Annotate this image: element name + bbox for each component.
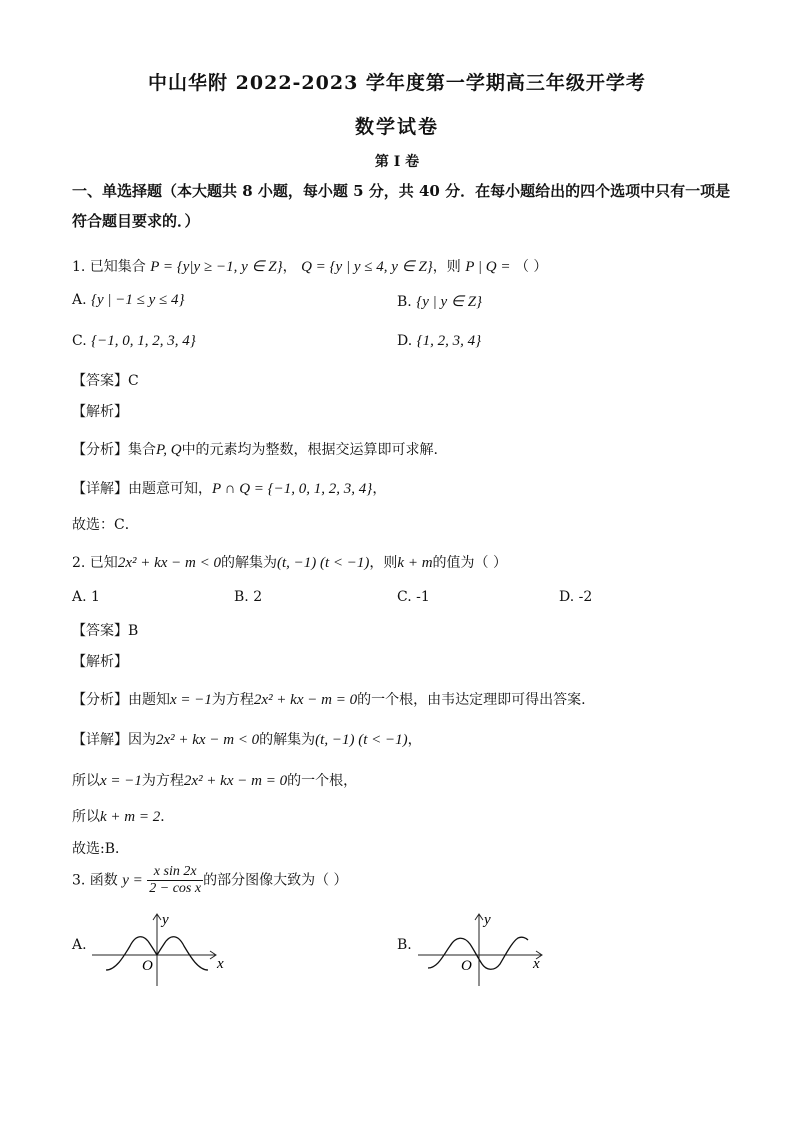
q1-jiexi	[72, 401, 128, 421]
q3-fraction	[147, 864, 203, 897]
q3-tail: 的部分图像大致为（ ）	[203, 872, 348, 889]
question-3	[72, 864, 348, 897]
q1-set-p: P = {y|y ≥ −1, y ∈ Z}	[150, 259, 283, 275]
q3-option-a-label: A.	[72, 937, 87, 953]
fenxi-math: P, Q	[156, 442, 182, 458]
q2-option-c	[397, 589, 430, 605]
option-text: -1	[416, 589, 430, 605]
line2-text-b: 为方程	[141, 773, 184, 789]
q3-graph-a	[88, 908, 238, 988]
line2-text-a: 所以	[72, 773, 100, 789]
q2-option-b	[234, 589, 262, 605]
q2-option-d	[559, 589, 592, 605]
q1-option-d	[397, 333, 481, 350]
option-text: {y | y ∈ Z}	[416, 294, 483, 310]
xiangjie-text-a: 由题意可知，	[128, 481, 212, 497]
option-label: A.	[72, 292, 87, 308]
q1-number: 1. 已知集合	[72, 259, 146, 275]
fenxi-text-a: 由题知	[128, 692, 170, 708]
fenxi-text-b: 为方程	[211, 692, 254, 708]
line2-text-c: 的一个根，	[287, 773, 358, 789]
fenxi-text-b: 中的元素均为整数，根据交运算即可求解.	[181, 442, 439, 458]
y-axis-label: y	[162, 912, 169, 928]
q1-xiangjie	[72, 478, 386, 498]
q1-sep: ，	[282, 259, 297, 275]
line2-math-1: x = −1	[100, 773, 142, 789]
x-axis-label: x	[533, 956, 540, 972]
xiangjie-label: 【详解】	[72, 481, 128, 497]
option-text: {y | −1 ≤ y ≤ 4}	[91, 292, 185, 308]
q1-guxuan: 故选：C．	[72, 517, 139, 533]
answer-value: C	[128, 373, 139, 389]
xiangjie-math: P ∩ Q = {−1, 0, 1, 2, 3, 4}	[212, 481, 373, 497]
option-text: {1, 2, 3, 4}	[416, 333, 482, 349]
option-label: A.	[72, 589, 87, 605]
fraction-numerator: x sin 2x	[147, 864, 203, 881]
fenxi-text-c: 的一个根，由韦达定理即可得出答案.	[357, 692, 586, 708]
q2-guxuan: 故选:B．	[72, 841, 130, 857]
q1-ask: ，则	[432, 259, 461, 275]
xiangjie-text-b: ，	[372, 481, 387, 497]
q1-set-q: Q = {y | y ≤ 4, y ∈ Z}	[301, 259, 433, 275]
fraction-denominator: 2 − cos x	[149, 881, 202, 896]
origin-label: O	[461, 958, 472, 974]
option-label: B.	[397, 294, 412, 310]
q1-fenxi	[72, 439, 438, 459]
option-label: B.	[234, 589, 249, 605]
q3-number: 3. 函数	[72, 872, 118, 889]
q2-inequality: 2x² + kx − m < 0	[117, 555, 221, 571]
q1-option-a	[72, 292, 185, 309]
q2-tail: 的值为（ ）	[432, 555, 507, 571]
section-heading: 一、单选择题（本大题共 8 小题，每小题 5 分，共 40 分．在每小题给出的四个选项中只有一项是符合题目要求的．）	[72, 182, 731, 230]
q2-km: k + m	[397, 555, 433, 571]
q1-option-b	[397, 292, 482, 311]
xiangjie-text-c: ，	[407, 732, 422, 748]
q1-answer	[72, 370, 139, 390]
fenxi-math-2: 2x² + kx − m = 0	[253, 692, 358, 708]
xiangjie-math-2: (t, −1) (t < −1)	[315, 732, 408, 748]
y-axis-label: y	[484, 912, 491, 928]
exam-subtitle: 数学试卷	[354, 116, 439, 138]
answer-value: B	[128, 623, 139, 639]
q1-option-c	[72, 333, 196, 350]
answer-label: 【答案】	[72, 623, 128, 639]
q2-then: ，则	[369, 555, 398, 571]
question-2	[72, 552, 507, 572]
x-axis-label: x	[217, 956, 224, 972]
q3-option-b-label: B.	[397, 937, 412, 953]
option-label: C.	[72, 333, 87, 349]
q2-line3	[72, 806, 174, 826]
option-text: {−1, 0, 1, 2, 3, 4}	[91, 333, 196, 349]
q2-mid: 的解集为	[220, 555, 277, 571]
volume-label: 第 I 卷	[374, 154, 420, 170]
option-text: 2	[253, 589, 263, 605]
line3-text-b: ．	[160, 809, 175, 825]
line3-text-a: 所以	[72, 809, 100, 825]
q3-y-eq: y =	[122, 872, 143, 889]
xiangjie-text-a: 因为	[128, 732, 156, 748]
option-text: -2	[578, 589, 593, 605]
fenxi-label: 【分析】	[72, 442, 128, 458]
question-1	[72, 256, 547, 276]
option-label: C.	[397, 589, 412, 605]
q1-expr: P | Q =	[465, 259, 511, 275]
q2-answer	[72, 620, 138, 640]
q1-paren: （ ）	[514, 259, 548, 275]
q2-number: 2. 已知	[72, 555, 118, 571]
fenxi-label: 【分析】	[72, 692, 128, 708]
fenxi-math-1: x = −1	[170, 692, 212, 708]
xiangjie-label: 【详解】	[72, 732, 128, 748]
option-label: D.	[559, 589, 575, 605]
jiexi-label: 【解析】	[72, 404, 128, 420]
xiangjie-text-b: 的解集为	[259, 732, 316, 748]
option-label: D.	[397, 333, 413, 349]
fenxi-text-a: 集合	[128, 442, 156, 458]
line3-math: k + m = 2	[100, 809, 161, 825]
option-text: 1	[91, 589, 100, 605]
q2-xiangjie	[72, 729, 422, 749]
q2-option-a	[72, 589, 100, 605]
q2-jiexi	[72, 651, 128, 671]
q3-graph-b	[414, 908, 564, 988]
q2-solution: (t, −1) (t < −1)	[276, 555, 370, 571]
xiangjie-math-1: 2x² + kx − m < 0	[156, 732, 260, 748]
q2-line2	[72, 770, 357, 790]
origin-label: O	[142, 958, 153, 974]
line2-math-2: 2x² + kx − m = 0	[183, 773, 288, 789]
exam-title: 中山华附 2022-2023 学年度第一学期高三年级开学考	[148, 72, 646, 94]
answer-label: 【答案】	[72, 373, 128, 389]
jiexi-label: 【解析】	[72, 654, 128, 670]
curve	[428, 937, 528, 969]
q2-fenxi	[72, 689, 586, 709]
